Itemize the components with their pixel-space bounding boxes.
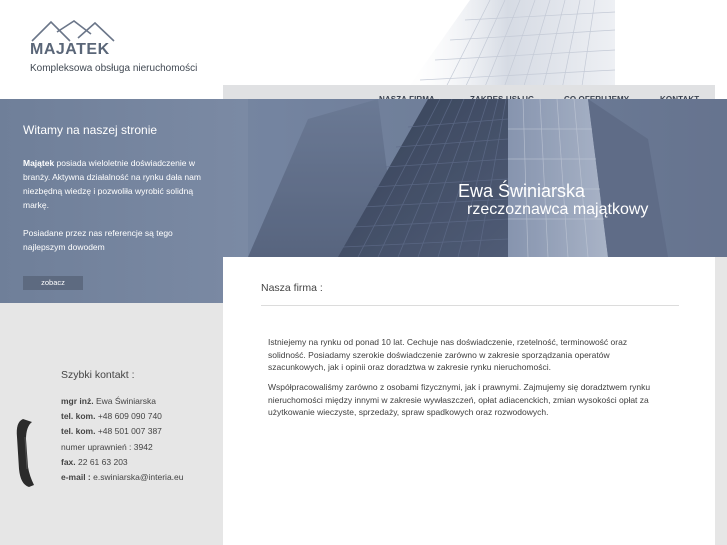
section-title: Nasza firma : xyxy=(261,282,323,294)
contact-phone-2[interactable]: tel. kom. +48 501 007 387 xyxy=(61,426,162,436)
logo-wordmark: MAJATEK xyxy=(30,41,110,58)
hero-banner xyxy=(248,99,727,257)
see-more-button[interactable]: zobacz xyxy=(23,276,83,290)
quick-contact-panel xyxy=(0,303,223,545)
welcome-panel xyxy=(0,99,248,303)
contact-license: numer uprawnień : 3942 xyxy=(61,442,153,452)
contact-name: mgr inż. Ewa Świniarska xyxy=(61,396,156,406)
intro-brand: Majątek xyxy=(23,158,55,168)
references-text: Posiadane przez nas referencje są tego najlepszym dowodem xyxy=(23,228,173,252)
content-paragraph-2: Współpracowaliśmy zarówno z osobami fizycznymi, jak i prawnymi. Zajmujemy się doradztwem rynku nieruchomości między innymi w zakresie wywłaszczeń, opłat adiacenckich, zmian wysokości opłat za użytkowanie wieczyste, sprzedaży, spraw spadkowych oraz rozwodowych. xyxy=(268,382,651,417)
hero-name: Ewa Świniarska xyxy=(458,181,586,201)
section-divider xyxy=(261,305,679,306)
quick-contact-title: Szybki kontakt : xyxy=(61,369,135,381)
intro-body: posiada wieloletnie doświadczenie w branży. Aktywna działalność na rynku dała nam niezbędną wiedzę i pozwoliła wyrobić solidną markę. xyxy=(23,158,201,210)
intro-text xyxy=(23,156,213,212)
contact-phone-1[interactable]: tel. kom. +48 609 090 740 xyxy=(61,411,162,421)
tagline: Kompleksowa obsługa nieruchomości xyxy=(30,63,198,74)
site-logo[interactable] xyxy=(27,20,207,80)
contact-fax: fax. 22 61 63 203 xyxy=(61,457,128,467)
phone-handset-icon xyxy=(15,417,37,489)
house-roof-icon xyxy=(31,20,115,42)
contact-email[interactable]: e-mail : e.swiniarska@interia.eu xyxy=(61,472,184,482)
main-content xyxy=(223,257,715,545)
welcome-heading: Witamy na naszej stronie xyxy=(23,123,158,137)
content-paragraph-1: Istniejemy na rynku od ponad 10 lat. Cechuje nas doświadczenie, rzetelność, terminowość oraz solidność. Posiadamy szerokie doświadczenie zarówno w zakresie sporządzania operatów szacunkowych, jak i opinii oraz doradztwa w zakresie rynku nieruchomości. xyxy=(268,337,628,372)
office-building-image xyxy=(248,99,727,257)
hero-role: rzeczoznawca majątkowy xyxy=(467,201,649,218)
